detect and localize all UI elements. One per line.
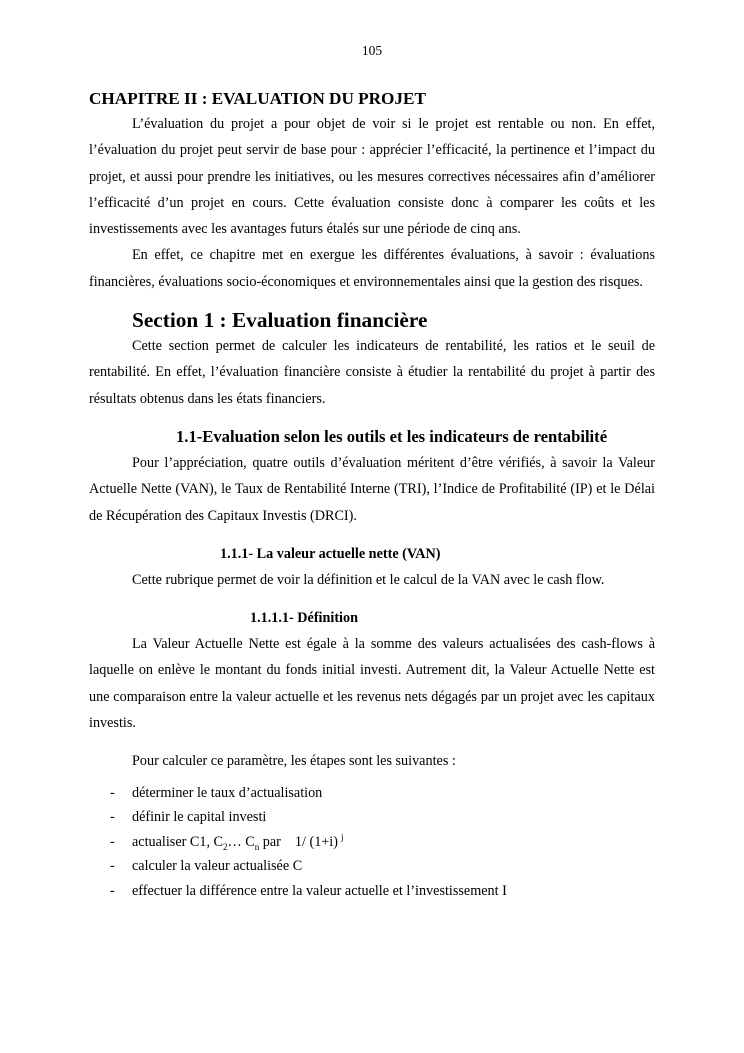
dash-bullet: -	[110, 858, 115, 875]
step-text-prefix: actualiser C1, C	[132, 833, 224, 850]
list-item	[89, 830, 655, 855]
subsection-1-1-title: 1.1-Evaluation selon les outils et les indicateurs de rentabilité	[176, 426, 608, 446]
step-text: effectuer la différence entre la valeur actuelle et l’investissement I	[132, 883, 507, 900]
subscript-2: 2	[223, 841, 228, 852]
steps-list	[89, 781, 655, 904]
list-item	[89, 805, 655, 830]
intro-paragraph-1: L’évaluation du projet a pour objet de voir si le projet est rentable ou non. En effet, l’évaluation du projet peut servir de base pour : apprécier l’efficacité, la pertinence et l’impact du projet, et aussi pour prendre les initiatives, ou les mesures correctives nécessaires afin d’améliorer l’efficacité d’un projet en cours. Cette évaluation consiste donc à comparer les coûts et les investissements avec les avantages futurs étalés sur une période de cinq ans.	[89, 116, 655, 238]
intro-paragraph-2: En effet, ce chapitre met en exergue les différentes évaluations, à savoir : évaluations financières, évaluations socio-économiques et environnementales ainsi que la gestion des risques.	[89, 247, 655, 290]
steps-intro: Pour calculer ce paramètre, les étapes sont les suivantes :	[132, 753, 456, 770]
discount-formula: 1/ (1+i)	[294, 833, 338, 850]
step-text: déterminer le taux d’actualisation	[132, 784, 323, 801]
step-text: définir le capital investi	[132, 809, 267, 826]
subsection-1-1-1-paragraph: Cette rubrique permet de voir la définition et le calcul de la VAN avec le cash flow.	[132, 571, 605, 588]
dash-bullet: -	[110, 784, 115, 801]
page-number: 105	[361, 43, 383, 58]
page-content	[89, 88, 655, 904]
formula-exponent: j	[340, 832, 344, 843]
step-text: calculer la valeur actualisée C	[132, 858, 303, 875]
step-text-mid: … C	[227, 833, 255, 850]
subscript-n: n	[254, 841, 260, 852]
definition-paragraph: La Valeur Actuelle Nette est égale à la somme des valeurs actualisées des cash-flows à laquelle on enlève le montant du fonds initial investi. Autrement dit, la Valeur Actuelle Nette est une comparaison entre la valeur actuelle et les revenus nets dégagés par un projet avec les capitaux investis.	[89, 636, 655, 732]
subsection-1-1-1-title: 1.1.1- La valeur actuelle nette (VAN)	[220, 545, 441, 562]
list-item	[89, 854, 655, 879]
subsection-1-1-1-1-title: 1.1.1.1- Définition	[250, 610, 358, 627]
chapter-title: CHAPITRE II : EVALUATION DU PROJET	[89, 89, 426, 108]
section-1-title: Section 1 : Evaluation financière	[132, 308, 428, 333]
dash-bullet: -	[110, 833, 115, 850]
section-1-paragraph: Cette section permet de calculer les indicateurs de rentabilité, les ratios et le seuil de rentabilité. En effet, l’évaluation financière consiste à étudier la rentabilité du projet à partir des résultats obtenus dans les états financiers.	[89, 338, 655, 407]
dash-bullet: -	[110, 809, 115, 826]
dash-bullet: -	[110, 883, 115, 900]
subsection-1-1-paragraph: Pour l’appréciation, quatre outils d’évaluation méritent d’être vérifiés, à savoir la Valeur Actuelle Nette (VAN), le Taux de Rentabilité Interne (TRI), l’Indice de Profitabilité (IP) et le Délai de Récupération des Capitaux Investis (DRCI).	[89, 454, 655, 524]
step-text	[132, 834, 343, 850]
list-item	[89, 781, 655, 806]
list-item	[89, 879, 655, 904]
step-text-suffix: par	[259, 833, 281, 850]
